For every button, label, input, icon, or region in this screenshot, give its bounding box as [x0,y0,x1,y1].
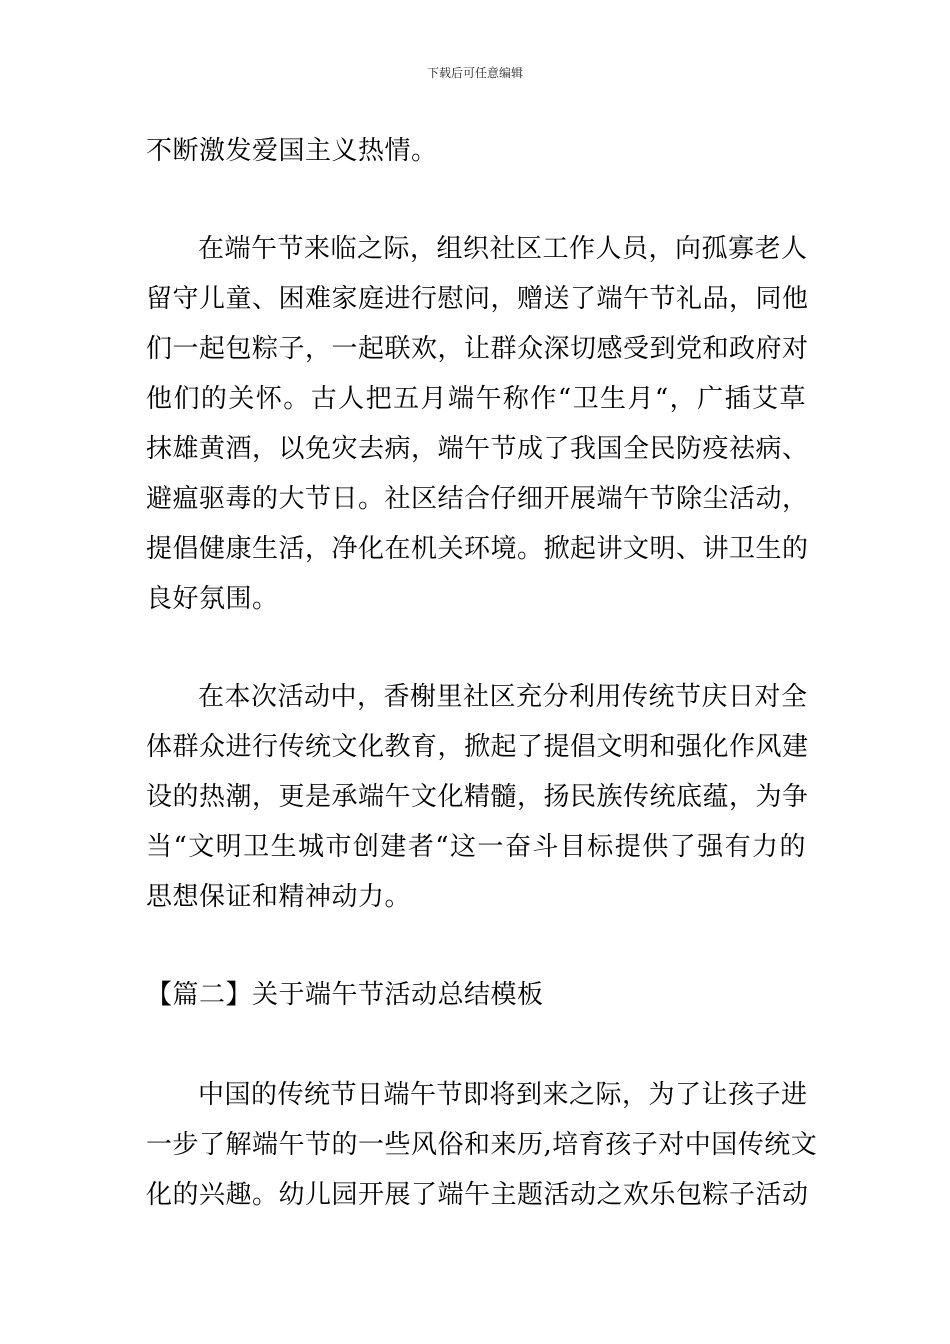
paragraph-line: 良好氛围。 [146,584,279,614]
paragraph-line: 设的热潮，更是承端午文化精髓，扬民族传统底蕴，为争 [146,782,809,812]
paragraph-line: 一步了解端午节的一些风俗和来历,培育孩子对中国传统文 [146,1130,818,1160]
paragraph-line: 提倡健康生活，净化在机关环境。掀起讲文明、讲卫生的 [146,534,809,564]
paragraph-line: 化的兴趣。幼儿园开展了端午主题活动之欢乐包粽子活动 [146,1180,809,1210]
paragraph-line: 在本次活动中，香榭里社区充分利用传统节庆日对全 [198,682,808,712]
paragraph-line: 中国的传统节日端午节即将到来之际，为了让孩子进 [198,1080,808,1110]
paragraph-line: 们一起包粽子，一起联欢，让群众深切感受到党和政府对 [146,334,809,364]
paragraph-line: 留守儿童、困难家庭进行慰问，赠送了端午节礼品，同他 [146,284,809,314]
paragraph-line: 抹雄黄酒，以免灾去病，端午节成了我国全民防疫祛病、 [146,434,809,464]
paragraph-line: 在端午节来临之际，组织社区工作人员，向孤寡老人 [198,234,808,264]
page-header-note: 下载后可任意编辑 [426,66,523,80]
paragraph-line: 当“文明卫生城市创建者“这一奋斗目标提供了强有力的 [146,832,806,862]
paragraph-line: 思想保证和精神动力。 [146,882,412,912]
paragraph-line: 不断激发爱国主义热情。 [146,136,438,166]
paragraph-line: 避瘟驱毒的大节日。社区结合仔细开展端午节除尘活动， [146,484,809,514]
paragraph-line: 他们的关怀。古人把五月端午称作“卫生月“，广插艾草 [146,384,806,414]
paragraph-line: 体群众进行传统文化教育，掀起了提倡文明和强化作风建 [146,732,809,762]
section-heading: 【篇二】关于端午节活动总结模板 [146,980,544,1010]
